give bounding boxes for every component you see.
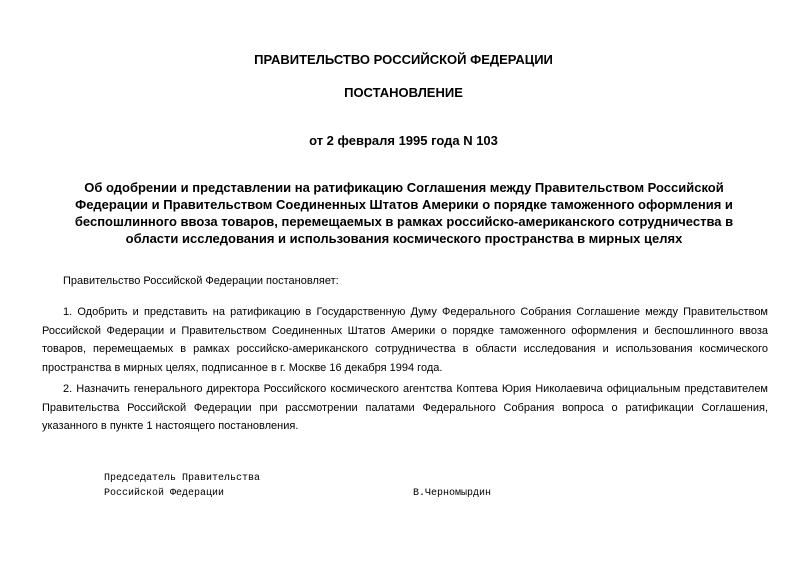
document-type-heading: ПОСТАНОВЛЕНИЕ bbox=[344, 85, 463, 100]
document-title: Об одобрении и представлении на ратификацию Соглашения между Правительством Российской Федерации и Правительством Соединенных Штатов Америки о порядке таможенного оформления и беспошлинного ввоза товаров, перемещаемых в рамках российско-американского сотрудничества в области исследования и использования космического пространства в мирных целях bbox=[74, 180, 734, 246]
intro-paragraph: Правительство Российской Федерации постановляет: bbox=[63, 275, 339, 287]
document-date-number: от 2 февраля 1995 года N 103 bbox=[309, 133, 498, 148]
paragraph-2: 2. Назначить генерального директора Российского космического агентства Коптева Юрия Николаевича официальным представителем Правительства Российской Федерации при рассмотрении палатами Федерального Собрания вопроса о ратификации Соглашения, указанного в пункте 1 настоящего постановления. bbox=[42, 383, 768, 432]
organization-heading: ПРАВИТЕЛЬСТВО РОССИЙСКОЙ ФЕДЕРАЦИИ bbox=[254, 52, 553, 67]
signatory-title-line-2: Российской Федерации bbox=[104, 488, 225, 499]
signatory-name: В.Черномырдин bbox=[413, 488, 492, 499]
signatory-title-line-1: Председатель Правительства bbox=[104, 473, 261, 484]
paragraph-1: 1. Одобрить и представить на ратификацию в Государственную Думу Федерального Собрания Соглашение между Правительством Российской Федерации и Правительством Соединенных Штатов Америки о порядке таможенного оформления и беспошлинного ввоза товаров, перемещаемых в рамках российско-американского сотрудничества в области исследования и использования космического пространства в мирных целях, подписанное в г. Москве 16 декабря 1994 года. bbox=[42, 306, 768, 374]
